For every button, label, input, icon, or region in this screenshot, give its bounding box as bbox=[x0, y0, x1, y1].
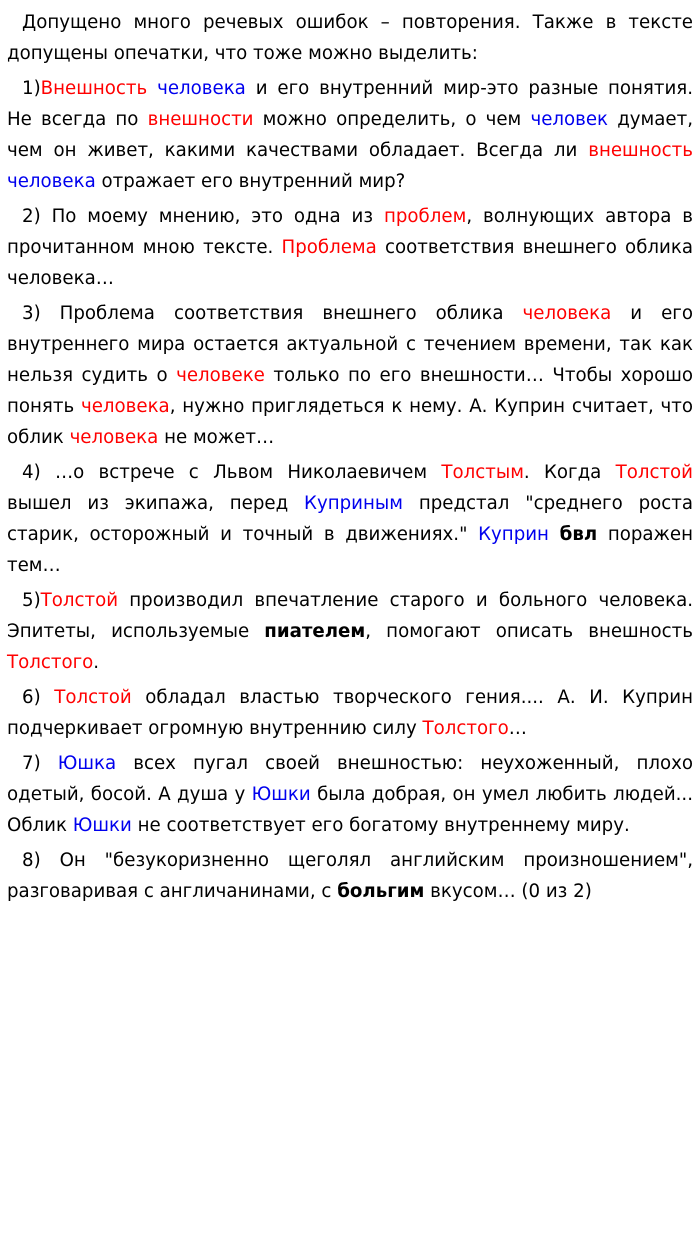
paragraph bbox=[7, 682, 693, 744]
text-segment: вышел из экипажа, перед bbox=[7, 493, 305, 514]
text-segment: обладал властью творческого гения.... А. И. Куприн подчеркивает огромную внутреннию силу bbox=[7, 687, 694, 739]
marked-typo: пиателем bbox=[264, 621, 366, 642]
paragraph bbox=[7, 73, 693, 197]
text-segment: 2) По моему мнению, это одна из bbox=[22, 206, 384, 227]
document-body bbox=[7, 7, 693, 911]
text-segment: 6) bbox=[22, 687, 55, 708]
paragraph bbox=[7, 585, 693, 678]
text-segment: 8) Он "безукоризненно щеголял английским произношением", разговаривая с англичанинами, с bbox=[7, 850, 693, 902]
text-segment: 3) Проблема соответствия внешнего облика bbox=[22, 303, 523, 324]
text-segment: всех пугал своей внешностью: неухоженный, плохо одетый, босой. А душа у bbox=[7, 753, 694, 805]
text-segment: была добрая, он умел любить людей... Облик bbox=[7, 784, 693, 836]
text-segment: … bbox=[508, 718, 527, 739]
paragraph bbox=[7, 298, 693, 453]
highlighted-repetition-red: человека bbox=[69, 427, 159, 448]
highlighted-repetition-red: проблем bbox=[383, 206, 467, 227]
paragraph bbox=[7, 457, 693, 581]
highlighted-repetition-red: Толстым bbox=[441, 462, 524, 483]
paragraph bbox=[7, 201, 693, 294]
text-segment: можно определить, о чем bbox=[253, 109, 531, 130]
highlighted-repetition-blue: Юшка bbox=[57, 753, 117, 774]
text-segment: и его внутренний мир-это разные понятия. Не всегда по bbox=[7, 78, 693, 130]
paragraph bbox=[7, 845, 693, 907]
highlighted-repetition-blue: Юшки bbox=[72, 815, 132, 836]
text-segment: не соответствует его богатому внутреннему миру. bbox=[131, 815, 630, 836]
text-segment bbox=[147, 78, 157, 99]
text-segment: , волнующих автора в прочитанном мною тексте. bbox=[7, 206, 693, 258]
marked-typo: больгим bbox=[337, 881, 425, 902]
highlighted-repetition-red: Толстого bbox=[7, 652, 94, 673]
highlighted-repetition-red: внешность bbox=[588, 140, 693, 161]
highlighted-repetition-red: человека bbox=[80, 396, 170, 417]
text-segment: думает, чем он живет, какими качествами обладает. Всегда ли bbox=[7, 109, 693, 161]
text-segment: только по его внешности… Чтобы хорошо понять bbox=[7, 365, 694, 417]
highlighted-repetition-red: человека bbox=[522, 303, 612, 324]
highlighted-repetition-blue: Куприным bbox=[304, 493, 403, 514]
text-segment: производил впечатление старого и больного человека. Эпитеты, используемые bbox=[7, 590, 693, 642]
highlighted-repetition-red: Внешность bbox=[40, 78, 148, 99]
highlighted-repetition-blue: человек bbox=[530, 109, 609, 130]
text-segment: отражает его внутренний мир? bbox=[95, 171, 406, 192]
text-segment: вкусом… (0 из 2) bbox=[424, 881, 592, 902]
highlighted-repetition-red: Толстой bbox=[54, 687, 132, 708]
highlighted-repetition-blue: человека bbox=[7, 171, 96, 192]
text-segment bbox=[549, 524, 560, 545]
text-segment: 1) bbox=[22, 78, 41, 99]
highlighted-repetition-blue: Юшки bbox=[251, 784, 311, 805]
text-segment: . Когда bbox=[523, 462, 616, 483]
text-segment: 4) …о встрече с Львом Николаевичем bbox=[22, 462, 442, 483]
highlighted-repetition-red: внешности bbox=[147, 109, 254, 130]
highlighted-repetition-blue: Куприн bbox=[478, 524, 549, 545]
highlighted-repetition-red: Толстой bbox=[40, 590, 119, 611]
text-segment: соответствия внешнего облика человека… bbox=[7, 237, 693, 289]
highlighted-repetition-blue: человека bbox=[157, 78, 246, 99]
highlighted-repetition-red: человеке bbox=[176, 365, 265, 386]
text-segment: 5) bbox=[22, 590, 41, 611]
marked-typo: бвл bbox=[559, 524, 598, 545]
highlighted-repetition-red: Толстой bbox=[615, 462, 693, 483]
text-segment: поражен тем… bbox=[7, 524, 693, 576]
text-segment: не может… bbox=[158, 427, 275, 448]
highlighted-repetition-red: Проблема bbox=[281, 237, 377, 258]
text-segment: предстал "среднего роста старик, осторожный и точный в движениях." bbox=[7, 493, 693, 545]
text-segment: 7) bbox=[22, 753, 58, 774]
text-segment: , помогают описать внешность bbox=[365, 621, 693, 642]
text-segment: и его внутреннего мира остается актуальной с течением времени, так как нельзя судить о bbox=[7, 303, 693, 386]
text-segment: Допущено много речевых ошибок – повторения. Также в тексте допущены опечатки, что тоже можно выделить: bbox=[7, 12, 693, 64]
paragraph bbox=[7, 748, 693, 841]
text-segment: . bbox=[93, 652, 100, 673]
paragraph bbox=[7, 7, 693, 69]
text-segment: , нужно приглядеться к нему. А. Куприн считает, что облик bbox=[7, 396, 694, 448]
highlighted-repetition-red: Толстого bbox=[422, 718, 509, 739]
